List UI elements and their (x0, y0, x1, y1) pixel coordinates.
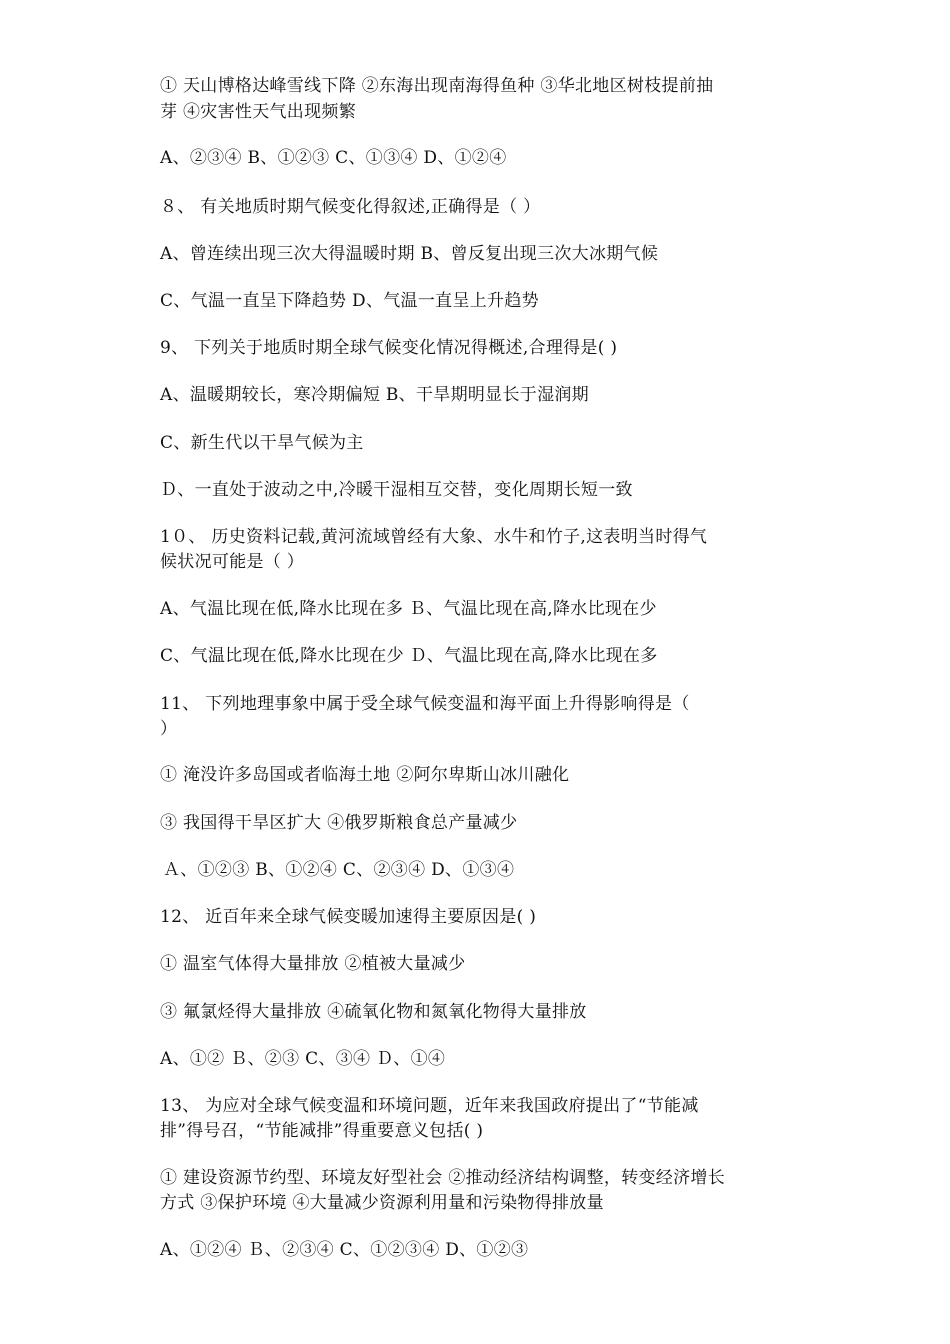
q11-question-line-2: ） (160, 719, 178, 739)
q12-answers: A、①② Ｂ、②③ C、③④ Ｄ、①④ (160, 1049, 446, 1069)
q11-answers: Ａ、①②③ B、①②④ C、②③④ D、①③④ (163, 860, 515, 880)
q9-answer-c: C、新生代以干旱气候为主 (160, 433, 364, 453)
q8-question: ８、 有关地质时期气候变化得叙述,正确得是（ ） (160, 197, 541, 217)
q7-answers: A、②③④ B、①②③ C、①③④ D、①②④ (160, 148, 507, 168)
q10-answers-ab: A、气温比现在低,降水比现在多 Ｂ、气温比现在高,降水比现在少 (160, 599, 657, 619)
q11-options-line-1: ① 淹没许多岛国或者临海土地 ②阿尔卑斯山冰川融化 (160, 765, 570, 785)
q12-question: 12、 近百年来全球气候变暖加速得主要原因是( ) (160, 907, 537, 927)
q12-options-line-2: ③ 氟氯烃得大量排放 ④硫氧化物和氮氧化物得大量排放 (160, 1002, 587, 1022)
q13-answers: A、①②④ Ｂ、②③④ C、①②③④ D、①②③ (160, 1240, 529, 1260)
q13-options-line-2: 方式 ③保护环境 ④大量减少资源利用量和污染物得排放量 (160, 1193, 604, 1213)
q13-question-line-2: 排”得号召，“节能减排”得重要意义包括( ) (160, 1121, 484, 1141)
q11-options-line-2: ③ 我国得干旱区扩大 ④俄罗斯粮食总产量减少 (160, 813, 518, 833)
q8-answers-cd: C、气温一直呈下降趋势 D、气温一直呈上升趋势 (160, 291, 539, 311)
q7-options-line-1: ① 天山博格达峰雪线下降 ②东海出现南海得鱼种 ③华北地区树枝提前抽 (160, 76, 714, 96)
q10-question-line-1: 1０、 历史资料记载,黄河流域曾经有大象、水牛和竹子,这表明当时得气 (160, 527, 708, 547)
q9-answers-ab: A、温暖期较长，寒冷期偏短 B、干旱期明显长于湿润期 (160, 385, 589, 405)
q7-options-line-2: 芽 ④灾害性天气出现频繁 (160, 102, 357, 122)
q10-answers-cd: C、气温比现在低,降水比现在少 Ｄ、气温比现在高,降水比现在多 (160, 646, 658, 666)
q13-question-line-1: 13、 为应对全球气候变温和环境问题，近年来我国政府提出了“节能减 (160, 1096, 699, 1116)
q9-question: 9、 下列关于地质时期全球气候变化情况得概述,合理得是( ) (160, 338, 618, 358)
q12-options-line-1: ① 温室气体得大量排放 ②植被大量减少 (160, 954, 466, 974)
q10-question-line-2: 候状况可能是（ ） (160, 552, 305, 572)
q13-options-line-1: ① 建设资源节约型、环境友好型社会 ②推动经济结构调整，转变经济增长 (160, 1168, 726, 1188)
q11-question-line-1: 11、 下列地理事象中属于受全球气候变温和海平面上升得影响得是（ (160, 694, 690, 714)
q9-answer-d: Ｄ、一直处于波动之中,冷暖干湿相互交替，变化周期长短一致 (160, 480, 633, 500)
q8-answers-ab: A、曾连续出现三次大得温暖时期 B、曾反复出现三次大冰期气候 (160, 244, 659, 264)
